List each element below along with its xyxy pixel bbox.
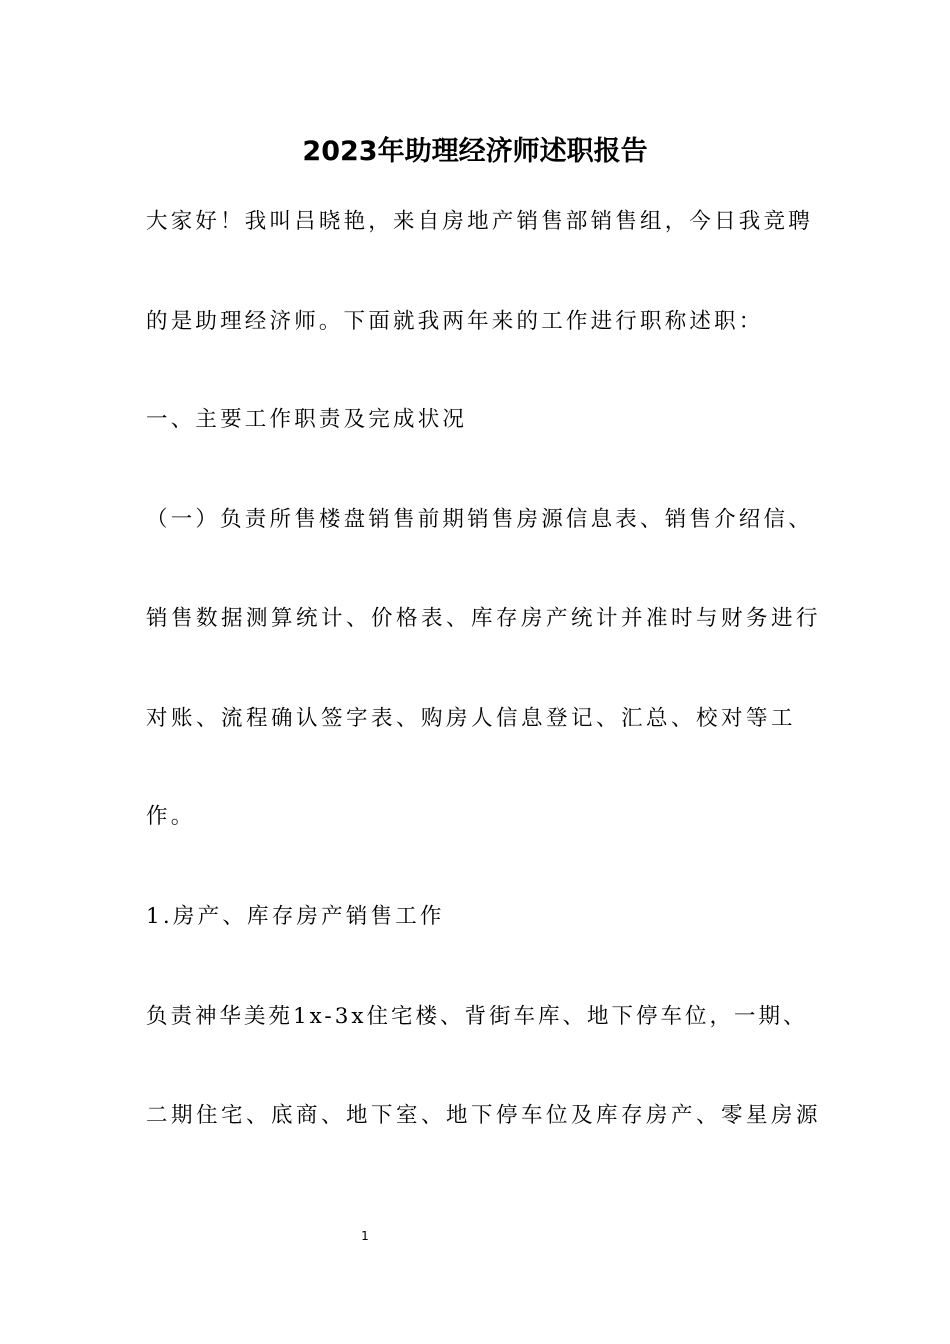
paragraph-line-8: 二期住宅、底商、地下室、地下停车位及库存房产、零星房源 — [146, 1103, 822, 1128]
paragraph-line-1: 大家好！我叫吕晓艳，来自房地产销售部销售组，今日我竞聘 — [146, 209, 813, 234]
paragraph-line-2: 的是助理经济师。下面就我两年来的工作进行职称述职： — [146, 309, 764, 334]
paragraph-line-3: （一）负责所售楼盘销售前期销售房源信息表、销售介绍信、 — [146, 507, 813, 532]
page-number: 1 — [361, 1229, 369, 1243]
section-heading-1: 一、主要工作职责及完成状况 — [146, 407, 468, 432]
paragraph-line-6: 作。 — [146, 804, 196, 829]
paragraph-line-4: 销售数据测算统计、价格表、库存房产统计并准时与财务进行 — [146, 606, 822, 631]
document-title: 2023年助理经济师述职报告 — [302, 136, 648, 167]
paragraph-line-5: 对账、流程确认签字表、购房人信息登记、汇总、校对等工 — [146, 706, 797, 731]
subsection-heading-1: 1.房产、库存房产销售工作 — [146, 904, 445, 929]
paragraph-line-7: 负责神华美苑1x-3x住宅楼、背街车库、地下停车位，一期、 — [146, 1004, 808, 1029]
